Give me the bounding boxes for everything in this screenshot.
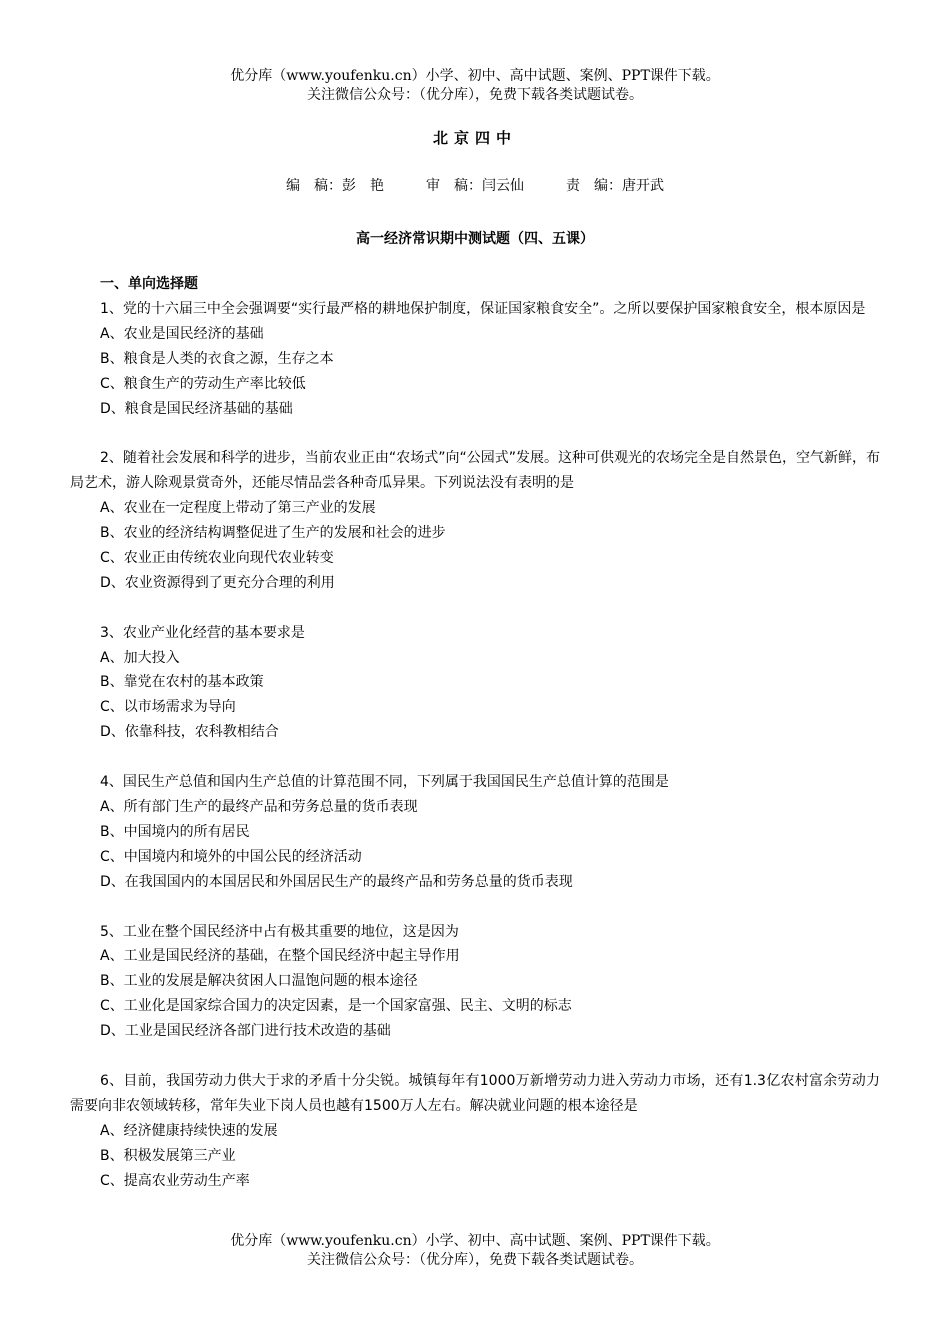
option-d: D、粮食是国民经济基础的基础: [100, 400, 293, 417]
option-a: A、经济健康持续快速的发展: [100, 1122, 278, 1139]
editor-credits: 编 稿：彭 艳 审 稿：闫云仙 责 编：唐开武: [286, 178, 664, 194]
option-a: A、所有部门生产的最终产品和劳务总量的货币表现: [100, 798, 418, 815]
option-c: C、粮食生产的劳动生产率比较低: [100, 375, 306, 392]
question-2: [70, 446, 880, 595]
section-heading: 一、单向选择题: [100, 276, 198, 292]
question-5: [70, 920, 880, 1045]
option-d: D、依靠科技，农科教相结合: [100, 724, 279, 741]
banner-line-1: 优分库（www.youfenku.cn）小学、初中、高中试题、案例、PPT课件下载。: [230, 68, 720, 84]
option-b: B、靠党在农村的基本政策: [100, 674, 264, 691]
banner-line-2: 关注微信公众号：（优分库），免费下载各类试题试卷。: [307, 87, 643, 103]
option-d: D、农业资源得到了更充分合理的利用: [100, 574, 335, 591]
question-1: [70, 297, 880, 422]
question-3: [70, 621, 880, 746]
banner-line-2: 关注微信公众号：（优分库），免费下载各类试题试卷。: [307, 1252, 643, 1268]
question-6: [70, 1069, 880, 1194]
option-a: A、工业是国民经济的基础，在整个国民经济中起主导作用: [100, 948, 460, 965]
banner-line-1: 优分库（www.youfenku.cn）小学、初中、高中试题、案例、PPT课件下载。: [230, 1233, 720, 1249]
option-c: C、工业化是国家综合国力的决定因素，是一个国家富强、民主、文明的标志: [100, 998, 572, 1015]
option-b: B、中国境内的所有居民: [100, 823, 250, 840]
option-c: C、提高农业劳动生产率: [100, 1172, 250, 1189]
option-c: C、中国境内和境外的中国公民的经济活动: [100, 848, 362, 865]
exam-title: 高一经济常识期中测试题（四、五课）: [356, 231, 594, 247]
question-stem: 3、农业产业化经营的基本要求是: [100, 624, 305, 641]
question-stem: 2、随着社会发展和科学的进步，当前农业正由“农场式”向“公园式”发展。这种可供观光的农场完全是自然景色，空气新鲜，布局艺术，游人除观景赏奇外，还能尽情品尝各种奇瓜异果。下列说法没有表明的是: [70, 450, 880, 492]
footer-banner: [0, 1232, 950, 1270]
option-b: B、积极发展第三产业: [100, 1147, 236, 1164]
option-a: A、加大投入: [100, 649, 180, 666]
option-b: B、粮食是人类的衣食之源，生存之本: [100, 350, 334, 367]
question-stem: 1、党的十六届三中全会强调要“实行最严格的耕地保护制度，保证国家粮食安全”。之所以要保护国家粮食安全，根本原因是: [100, 300, 866, 317]
option-d: D、工业是国民经济各部门进行技术改造的基础: [100, 1023, 391, 1040]
school-name: 北京四中: [432, 129, 517, 147]
exam-content: [70, 272, 880, 1218]
header-banner: [0, 67, 950, 105]
option-a: A、农业在一定程度上带动了第三产业的发展: [100, 500, 376, 517]
option-b: B、农业的经济结构调整促进了生产的发展和社会的进步: [100, 525, 446, 542]
option-c: C、农业正由传统农业向现代农业转变: [100, 549, 334, 566]
option-c: C、以市场需求为导向: [100, 699, 236, 716]
question-stem: 5、工业在整个国民经济中占有极其重要的地位，这是因为: [100, 923, 459, 940]
question-stem: 6、目前，我国劳动力供大于求的矛盾十分尖锐。城镇每年有1000万新增劳动力进入劳动力市场，还有1.3亿农村富余劳动力需要向非农领域转移，常年失业下岗人员也越有1500万人左右。解决就业问题的根本途径是: [70, 1072, 880, 1114]
option-a: A、农业是国民经济的基础: [100, 325, 264, 342]
option-d: D、在我国国内的本国居民和外国居民生产的最终产品和劳务总量的货币表现: [100, 873, 573, 890]
question-4: [70, 770, 880, 895]
option-b: B、工业的发展是解决贫困人口温饱问题的根本途径: [100, 973, 418, 990]
question-stem: 4、国民生产总值和国内生产总值的计算范围不同，下列属于我国国民生产总值计算的范围是: [100, 774, 669, 791]
